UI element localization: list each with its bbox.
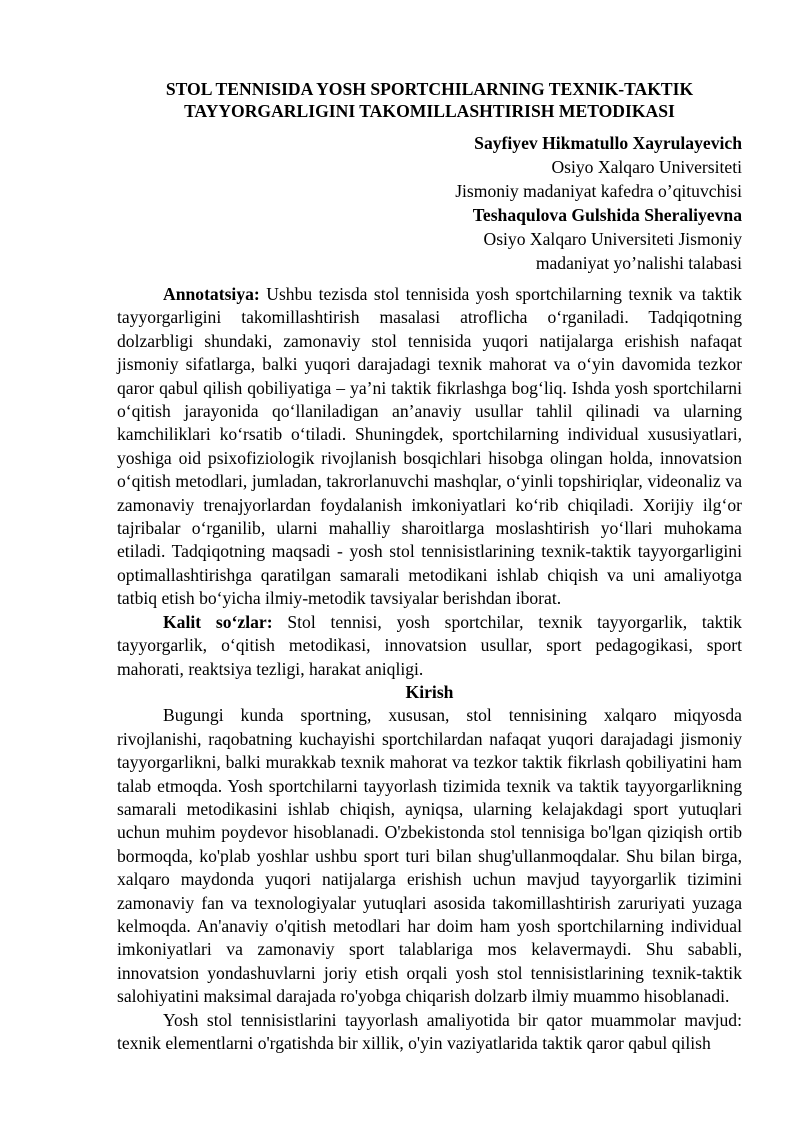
- annotation-label: Annotatsiya:: [163, 284, 260, 304]
- section-heading-intro: Kirish: [405, 681, 454, 702]
- keywords-paragraph: [117, 611, 742, 681]
- keywords-text: Stol tennisi, yosh sportchilar, texnik tayyorgarlik, taktik tayyorgarlik, o‘qitish metodikasi, innovatsion usullar, sport pedagogikasi, sport mahorati, reaktsiya tezligi, harakat aniqligi.: [117, 611, 742, 679]
- author-1-name: Sayfiyev Hikmatullo Xayrulayevich: [474, 133, 742, 153]
- author-block: [117, 131, 742, 275]
- title-line-2: TAYYORGARLIGINI TAKOMILLASHTIRISH METODIKASI: [184, 101, 675, 121]
- annotation-paragraph: [117, 283, 742, 611]
- intro-paragraph-1: Bugungi kunda sportning, xususan, stol tennisining xalqaro miqyosda rivojlanishi, raqobatning kuchayishi sportchilardan nafaqat yuqori darajadagi jismoniy tayyorgarlikni, balki murakkab texnik mahorat va tezkor taktik fikrlash qobiliyatini ham talab etmoqda. Yosh sportchilarni tayyorlash tizimida texnik va taktik tayyorgarlikning samarali metodikasini ishlab chiqish, ayniqsa, ularning kelajakdagi sport yutuqlari uchun muhim poydevor hisoblanadi. O'zbekistonda stol tennisiga bo'lgan qiziqish ortib bormoqda, ko'plab yoshlar ushbu sport turi bilan shug'ullanmoqdalar. Shu bilan birga, xalqaro maydonda yuqori natijalarga erishish uchun mavjud tayyorgarlik tizimini zamonaviy fan va texnologiyalar yutuqlari asosida takomillashtirish zaruriyati yuzaga kelmoqda. An'anaviy o'qitish metodlari har doim ham yosh sportchilarning individual imkoniyatlari va zamonaviy sport talablariga mos kelavermaydi. Shu sababli, innovatsion yondashuvlarni joriy etish orqali yosh stol tennisistlarining texnik-taktik salohiyatini maksimal darajada ro'yobga chiqarish dolzarb ilmiy muammo hisoblanadi.: [117, 705, 742, 1007]
- keywords-label: Kalit so‘zlar:: [163, 611, 273, 632]
- author-2-affiliation: Osiyo Xalqaro Universiteti Jismoniy madaniyat yo’nalishi talabasi: [483, 229, 742, 273]
- intro-paragraph-2: Yosh stol tennisistlarini tayyorlash amaliyotida bir qator muammolar mavjud: texnik elementlarni o'rgatishda bir xillik, o'yin vaziyatlarida taktik qaror qabul qilish: [117, 1009, 742, 1053]
- annotation-text: Ushbu tezisda stol tennisida yosh sportchilarning texnik va taktik tayyorgarligini takomillashtirish masalasi atroflicha o‘rganiladi. Tadqiqotning dolzarbligi shundaki, zamonaviy stol tennisida yuqori natijalarga erishish nafaqat jismoniy sifatlarga, balki yuqori darajadagi texnik mahorat va o‘yin davomida tezkor qaror qabul qilish qobiliyatiga – ya’ni taktik fikrlashga bog‘liq. Ishda yosh sportchilarni o‘qitish jarayonida qo‘llaniladigan an’anaviy usullar tahlil qilinadi va ularning kamchiliklari ko‘rsatib o‘tiladi. Shuningdek, sportchilarning individual xususiyatlari, yoshiga oid psixofiziologik rivojlanish bosqichlari hisobga olingan holda, innovatsion o‘qitish metodlari, jumladan, takrorlanuvchi mashqlar, o‘yinli topshiriqlar, videonaliz va zamonaviy trenajyorlardan foydalanish imkoniyatlari ko‘rib chiqiladi. Xorijiy ilg‘or tajribalar o‘rganilib, ularni mahalliy sharoitlarga moslashtirish yo‘llari muhokama etiladi. Tadqiqotning maqsadi - yosh stol tennisistlarining texnik-taktik tayyorgarligini optimallashtirishga qaratilgan samarali metodikani ishlab chiqish va uni amaliyotga tatbiq etish bo‘yicha ilmiy-metodik tavsiyalar berishdan iborat.: [117, 284, 742, 609]
- author-1-affiliation: Osiyo Xalqaro Universiteti: [551, 157, 742, 177]
- title-line-1: STOL TENNISIDA YOSH SPORTCHILARNING TEXNIK-TAKTIK: [165, 79, 694, 99]
- paper-title: [117, 78, 742, 122]
- author-1-position: Jismoniy madaniyat kafedra o’qituvchisi: [455, 181, 742, 201]
- document-page: [117, 78, 742, 1055]
- author-2-name: Teshaqulova Gulshida Sheraliyevna: [472, 205, 742, 225]
